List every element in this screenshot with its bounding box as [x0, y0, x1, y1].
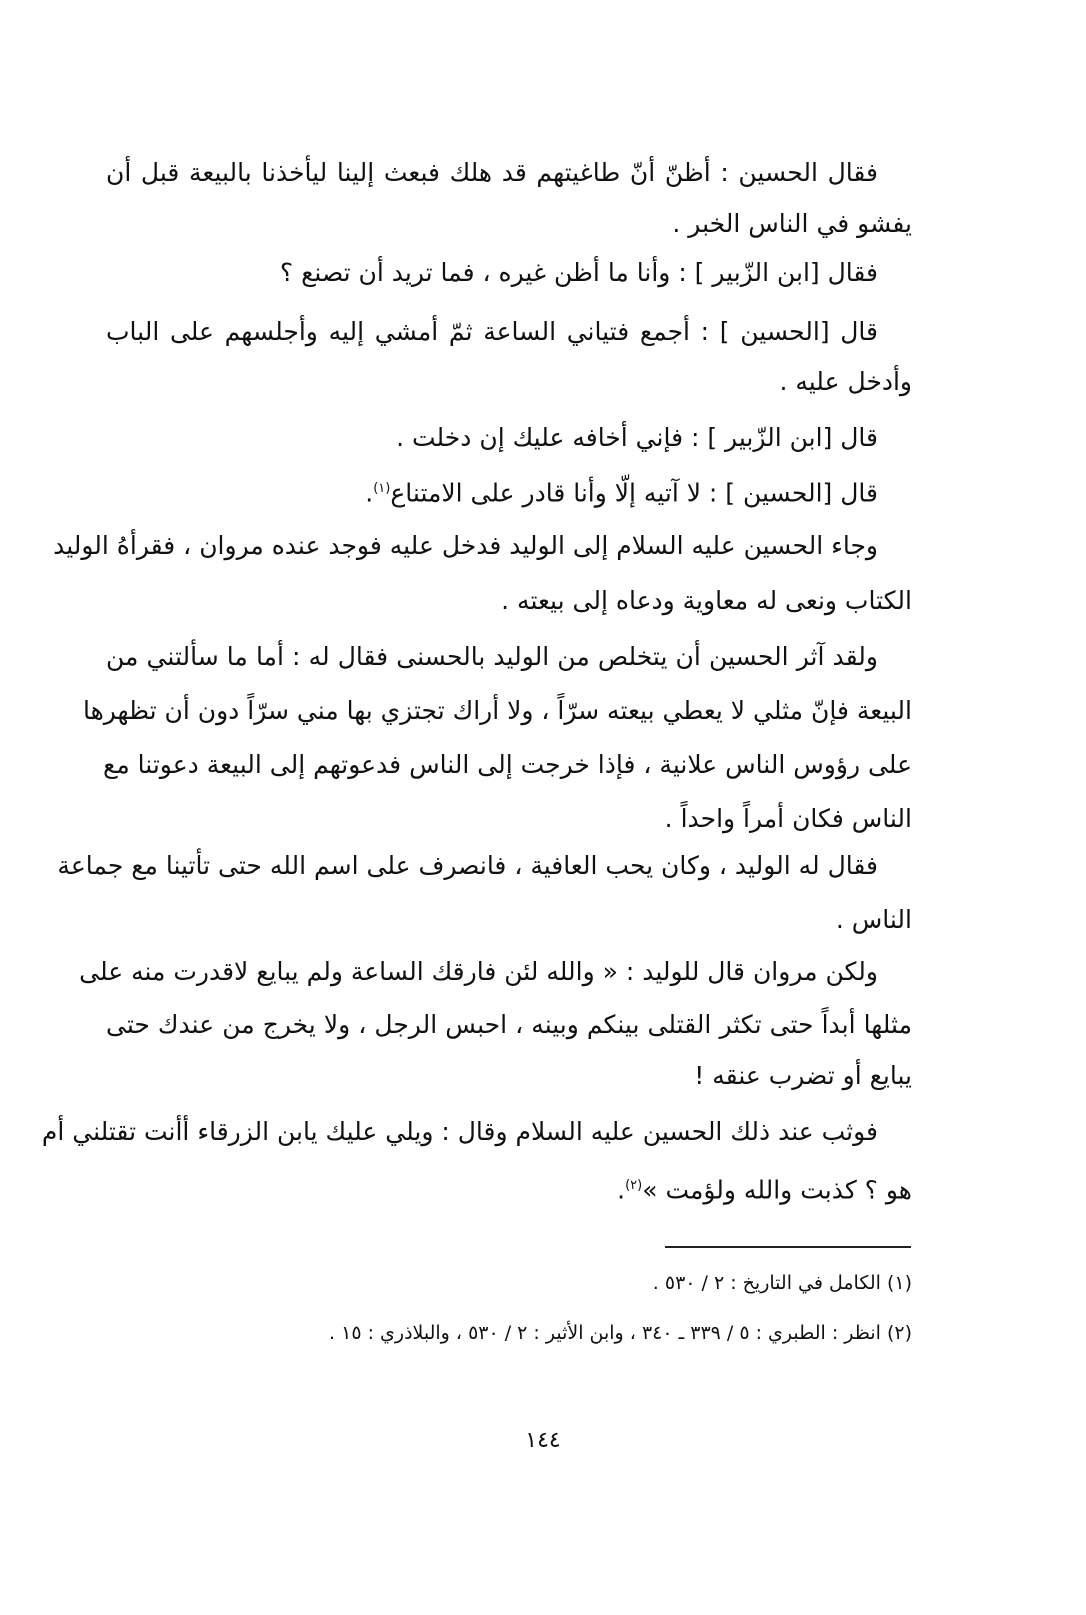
text-line: ولكن مروان قال للوليد : « والله لئن فارقك الساعة ولم يبايع لاقدرت منه على [79, 957, 878, 986]
footnote-divider [665, 1246, 911, 1248]
text-line: على رؤوس الناس علانية ، فإذا خرجت إلى الناس فدعوتهم إلى البيعة دعوتنا مع [103, 750, 912, 779]
text-line: الناس . [835, 905, 912, 934]
text-line: يفشو في الناس الخبر . [672, 209, 912, 238]
text-span: قال [الحسين ] : لا آتيه إلّا وأنا قادر على الامتناع [390, 478, 878, 508]
text-line: وأدخل عليه . [779, 367, 912, 396]
text-line: مثلها أبداً حتى تكثر القتلى بينكم وبينه ، احبس الرجل ، ولا يخرج من عندك حتى [106, 1010, 912, 1039]
text-line: قال [ابن الزّبير ] : فإني أخافه عليك إن دخلت . [396, 423, 878, 452]
text-line: فوثب عند ذلك الحسين عليه السلام وقال : ويلي عليك يابن الزرقاء أأنت تقتلني أم [41, 1117, 878, 1146]
text-line: هو ؟ كذبت والله ولؤمت »$^{(٢)}$. [617, 1175, 912, 1205]
text-line: البيعة فإنّ مثلي لا يعطي بيعته سرّاً ، ولا أراك تجتزي بها مني سرّاً دون أن تظهرها [82, 696, 912, 725]
footnote-ref-1[interactable]: (١) [373, 481, 391, 496]
page-number: ١٤٤ [525, 1428, 561, 1453]
text-line: قال [الحسين ] : لا آتيه إلّا وأنا قادر على الامتناع$^{(١)}$. [365, 478, 878, 508]
text-line: فقال الحسين : أظنّ أنّ طاغيتهم قد هلك فبعث إلينا ليأخذنا بالبيعة قبل أن [106, 158, 878, 187]
footnote-2: (٢) انظر : الطبري : ٥ / ٣٣٩ ـ ٣٤٠ ، وابن الأثير : ٢ / ٥٣٠ ، والبلاذري : ١٥ . [329, 1322, 912, 1344]
text-line: الناس فكان أمراً واحداً . [664, 804, 912, 833]
text-line: الكتاب ونعى له معاوية ودعاه إلى بيعته . [501, 586, 912, 615]
text-span: هو ؟ كذبت والله ولؤمت » [642, 1175, 912, 1205]
text-line: يبايع أو تضرب عنقه ! [694, 1061, 912, 1090]
footnote-ref-2[interactable]: (٢) [625, 1178, 643, 1193]
text-line: ولقد آثر الحسين أن يتخلص من الوليد بالحسنى فقال له : أما ما سألتني من [106, 642, 878, 671]
text-line: قال [الحسين ] : أجمع فتياني الساعة ثمّ أمشي إليه وأجلسهم على الباب [106, 317, 878, 346]
footnote-1: (١) الكامل في التاريخ : ٢ / ٥٣٠ . [652, 1272, 912, 1294]
text-line: وجاء الحسين عليه السلام إلى الوليد فدخل عليه فوجد عنده مروان ، فقرأهُ الوليد [53, 531, 878, 560]
text-line: فقال [ابن الزّبير ] : وأنا ما أظن غيره ، فما تريد أن تصنع ؟ [279, 258, 878, 287]
text-line: فقال له الوليد ، وكان يحب العافية ، فانصرف على اسم الله حتى تأتينا مع جماعة [57, 851, 878, 880]
